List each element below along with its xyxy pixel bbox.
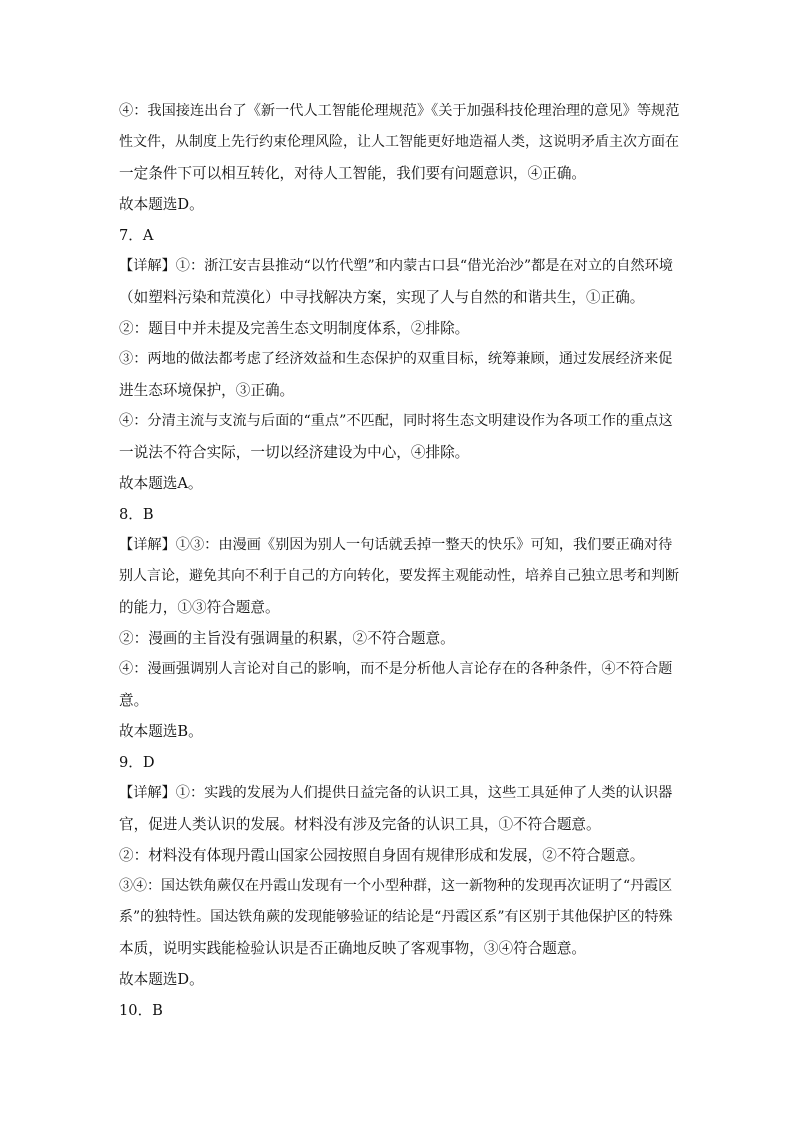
text-line: ③④：国达铁角蕨仅在丹霞山发现有一个小型种群，这一新物种的发现再次证明了“丹霞区 xyxy=(119,878,673,894)
text-line: 【详解】①：浙江安吉县推动“以竹代塑”和内蒙古口县“借光治沙”都是在对立的自然环境 xyxy=(119,258,673,274)
answer-line: 故本题选D。 xyxy=(119,196,204,213)
text-line: （如塑料污染和荒漠化）中寻找解决方案，实现了人与自然的和谐共生，①正确。 xyxy=(119,289,645,306)
question-number: 10．B xyxy=(119,1002,163,1019)
text-line: ②：材料没有体现丹霞山国家公园按照自身固有规律形成和发展，②不符合题意。 xyxy=(119,847,645,864)
text-line: 本质，说明实践能检验认识是否正确地反映了客观事物，③④符合题意。 xyxy=(119,940,587,957)
text-line: ④：我国接连出台了《新一代人工智能伦理规范》《关于加强科技伦理治理的意见》等规范 xyxy=(119,103,679,119)
text-line: 一说法不符合实际，一切以经济建设为中心，④排除。 xyxy=(119,444,470,461)
question-number: 9．D xyxy=(119,754,155,771)
text-line: 的能力，①③符合题意。 xyxy=(119,599,280,616)
text-line: ③：两地的做法都考虑了经济效益和生态保护的双重目标，统筹兼顾，通过发展经济来促 xyxy=(119,351,673,367)
document-page xyxy=(119,96,679,1026)
text-line: ②：题目中并未提及完善生态文明制度体系，②排除。 xyxy=(119,320,470,337)
text-line: 【详解】①：实践的发展为人们提供日益完备的认识工具，这些工具延伸了人类的认识器 xyxy=(119,785,673,801)
text-line: ④：分清主流与支流与后面的“重点”不匹配，同时将生态文明建设作为各项工作的重点这 xyxy=(119,413,673,429)
text-line: 系”的独特性。国达铁角蕨的发现能够验证的结论是“丹霞区系”有区别于其他保护区的特殊 xyxy=(119,909,673,925)
answer-line: 故本题选D。 xyxy=(119,971,204,988)
text-line: 一定条件下可以相互转化，对待人工智能，我们要有问题意识，④正确。 xyxy=(119,165,587,182)
question-number: 8．B xyxy=(119,506,154,523)
text-line: ④：漫画强调别人言论对自己的影响，而不是分析他人言论存在的各种条件，④不符合题 xyxy=(119,661,673,677)
text-line: ②：漫画的主旨没有强调量的积累，②不符合题意。 xyxy=(119,630,455,647)
text-line: 性文件，从制度上先行约束伦理风险，让人工智能更好地造福人类，这说明矛盾主次方面在 xyxy=(119,134,679,150)
text-line: 意。 xyxy=(119,692,149,709)
text-line: 别人言论，避免其向不利于自己的方向转化，要发挥主观能动性，培养自己独立思考和判断 xyxy=(119,568,679,584)
text-line: 官，促进人类认识的发展。材料没有涉及完备的认识工具，①不符合题意。 xyxy=(119,816,601,833)
question-number: 7．A xyxy=(119,227,154,244)
answer-line: 故本题选B。 xyxy=(119,723,203,740)
text-line: 进生态环境保护，③正确。 xyxy=(119,382,295,399)
text-line: 【详解】①③：由漫画《别因为别人一句话就丢掉一整天的快乐》可知，我们要正确对待 xyxy=(119,537,673,553)
answer-line: 故本题选A。 xyxy=(119,475,203,492)
